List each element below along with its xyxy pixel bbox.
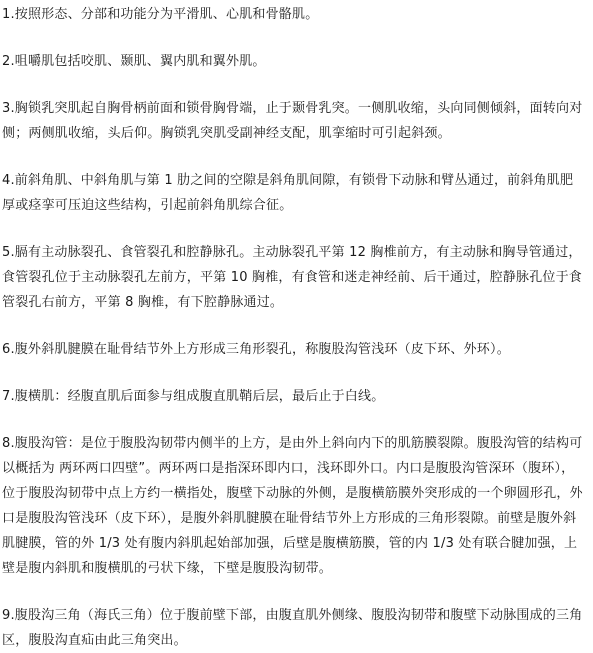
paragraph-5: 5.膈有主动脉裂孔、食管裂孔和腔静脉孔。主动脉裂孔平第 12 胸椎前方，有主动脉和胸导管通过，食管裂孔位于主动脉裂孔左前方，平第 10 胸椎，有食管和迷走神经前、后干通过，腔静脉孔位于食管裂孔右前方，平第 8 胸椎，有下腔静脉通过。 bbox=[2, 245, 583, 310]
paragraph-8: 8.腹股沟管：是位于腹股沟韧带内侧半的上方，是由外上斜向内下的肌筋膜裂隙。腹股沟管的结构可以概括为 两环两口四壁”。两环两口是指深环即内口，浅环即外口。内口是腹股沟管深环（腹环），位于腹股沟韧带中点上方约一横指处，腹壁下动脉的外侧，是腹横筋膜外突形成的一个卵圆形孔，外口是腹股沟管浅环（皮下环），是腹外斜肌腱膜在耻骨结节外上方形成的三角形裂隙。前壁是腹外斜肌腱膜，管的外 1/3 处有腹内斜肌起始部加强，后壁是腹横筋膜，管的内 1/3 处有联合腱加强，上壁是腹内斜肌和腹横肌的弓状下缘，下壁是腹股沟韧带。 bbox=[2, 436, 583, 576]
paragraph-6: 6.腹外斜肌腱膜在耻骨结节外上方形成三角形裂孔，称腹股沟管浅环（皮下环、外环）。 bbox=[2, 342, 510, 357]
paragraph-1: 1.按照形态、分部和功能分为平滑肌、心肌和骨骼肌。 bbox=[2, 7, 319, 22]
paragraph-9: 9.腹股沟三角（海氏三角）位于腹前壁下部，由腹直肌外侧缘、腹股沟韧带和腹壁下动脉围成的三角区，腹股沟直疝由此三角突出。 bbox=[2, 608, 583, 648]
paragraph-4: 4.前斜角肌、中斜角肌与第 1 肋之间的空隙是斜角肌间隙，有锁骨下动脉和臂丛通过，前斜角肌肥厚或痉挛可压迫这些结构，引起前斜角肌综合征。 bbox=[2, 173, 574, 213]
paragraph-7: 7.腹横肌：经腹直肌后面参与组成腹直肌鞘后层，最后止于白线。 bbox=[2, 389, 385, 404]
paragraph-3: 3.胸锁乳突肌起自胸骨柄前面和锁骨胸骨端，止于颞骨乳突。一侧肌收缩，头向同侧倾斜，面转向对侧；两侧肌收缩，头后仰。胸锁乳突肌受副神经支配，肌挛缩时可引起斜颈。 bbox=[2, 101, 583, 141]
paragraph-2: 2.咀嚼肌包括咬肌、颞肌、翼内肌和翼外肌。 bbox=[2, 54, 266, 69]
